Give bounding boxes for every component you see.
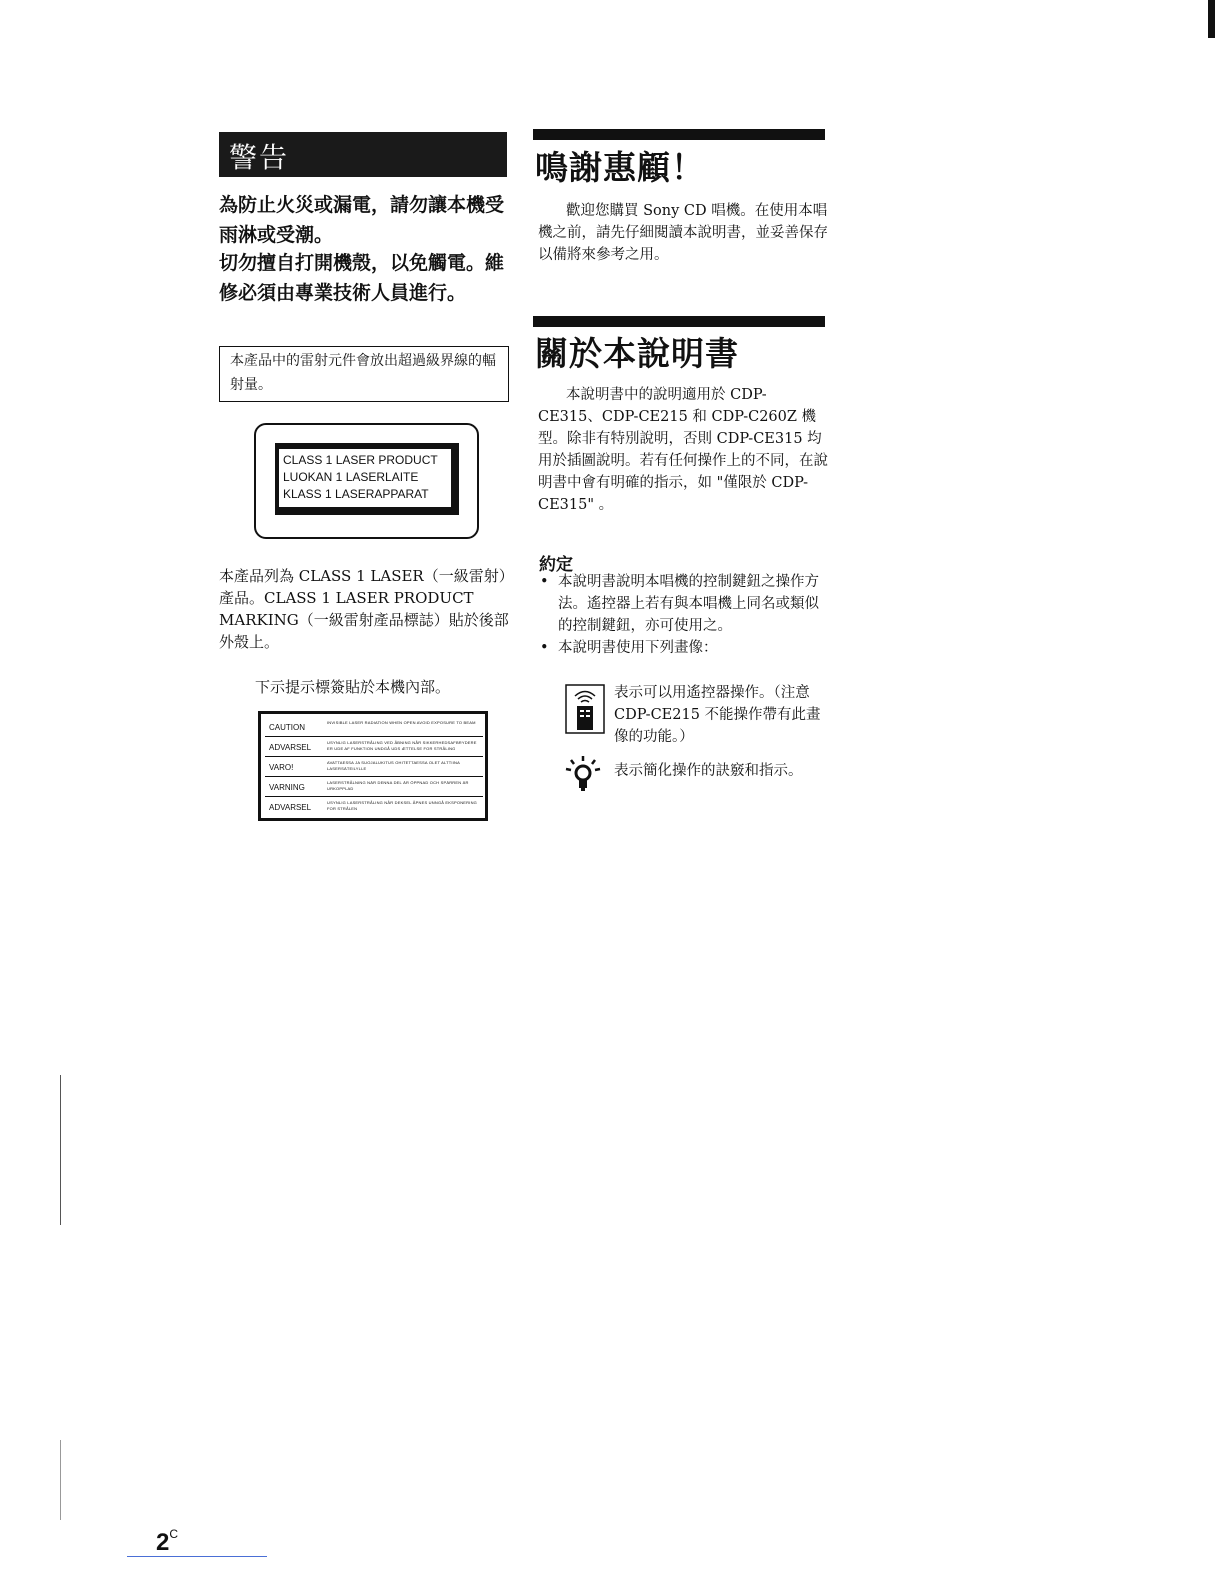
warning-heading <box>219 132 507 177</box>
thanks-paragraph: 歡迎您購買 Sony CD 唱機。在使用本唱機之前，請先仔細閱讀本說明書，並妥善保存以備將來參考之用。 <box>538 203 828 263</box>
internal-label-paragraph: 下示提示標簽貼於本機內部。 <box>255 678 451 696</box>
class-laser-paragraph: 本產品列為 CLASS 1 LASER（一級雷射）產品。CLASS 1 LASER PRODUCT MARKING（一級雷射產品標誌）貼於後部外殼上。 <box>219 567 509 651</box>
lightbulb-icon <box>563 754 603 794</box>
warning-paragraph-2: 切勿擅自打開機殼，以免觸電。維修必須由專業技術人員進行。 <box>219 252 505 304</box>
footer-line <box>127 1556 267 1557</box>
caution-row: ADVARSEL USYNLIG LASERSTRÅLING VED ÅBNING NÅR SIKKERHEDSAFBRYDERE ER UDE AF FUNKTION UNDGÅ UDS ÆTTELSE FOR STRÅLING <box>265 738 483 757</box>
thanks-rule <box>533 129 825 140</box>
about-title: 關於本說明書 <box>535 334 739 373</box>
caution-row: ADVARSEL USYNLIG LASERSTRÅLING NÅR DEKSEL ÅPNES UNNGÅ EKSPONERING FOR STRÅLEN <box>269 800 477 812</box>
thanks-title: 鳴謝惠顧！ <box>535 148 705 187</box>
remote-note: 表示可以用遙控器操作。（注意 CDP-CE215 不能操作帶有此畫像的功能。） <box>614 685 821 745</box>
about-paragraph: 本說明書中的說明適用於 CDP-CE315、CDP-CE215 和 CDP-C260Z 機型。除非有特別說明，否則 CDP-CE315 均用於插圖說明。若有任何操作上的不同，在說明書中會有明確的指示，如 "僅限於 CDP-CE315" 。 <box>538 387 828 513</box>
edge-mark <box>1208 0 1215 38</box>
laser-label-line-3: KLASS 1 LASERAPPARAT <box>283 487 429 501</box>
caution-row: VARNING LASERSTRÅLNING NÄR DENNA DEL ÄR ÖPPNAD OCH SPÄRREN ÄR URKOPPLAD <box>265 778 483 797</box>
about-rule <box>533 316 825 327</box>
laser-label-line-1: CLASS 1 LASER PRODUCT <box>283 453 438 467</box>
tip-note: 表示簡化操作的訣竅和指示。 <box>614 763 803 779</box>
caution-label <box>258 711 488 821</box>
list-item: • 本說明書說明本唱機的控制鍵鈕之操作方法。遙控器上若有與本唱機上同名或類似的控制鍵鈕，亦可使用之。 <box>540 571 832 637</box>
laser-product-label <box>275 443 459 515</box>
margin-line <box>60 1440 61 1520</box>
margin-line <box>60 1075 61 1225</box>
caution-row: CAUTION INVISIBLE LASER RADIATION WHEN OPEN AVOID EXPOSURE TO BEAM <box>265 718 483 737</box>
laser-label-line-2: LUOKAN 1 LASERLAITE <box>283 470 419 484</box>
warning-paragraph-1: 為防止火災或漏電，請勿讓本機受雨淋或受潮。 <box>219 194 505 246</box>
list-item: • 本說明書使用下列畫像： <box>540 637 832 659</box>
laser-radiation-note: 本產品中的雷射元件會放出超過級界線的輻射量。 <box>219 346 509 402</box>
caution-row: VARO! AVATTAESSA JA SUOJALUKITUS OHITETTAESSA OLET ALTTIINA LASERSÄTEILYLLE <box>265 758 483 777</box>
page-number: $2^C$ <box>156 1527 179 1556</box>
conventions-title: 約定 <box>539 555 573 575</box>
remote-control-icon <box>565 684 605 734</box>
warning-title: 警告 <box>229 141 290 174</box>
conventions-list <box>540 571 832 659</box>
